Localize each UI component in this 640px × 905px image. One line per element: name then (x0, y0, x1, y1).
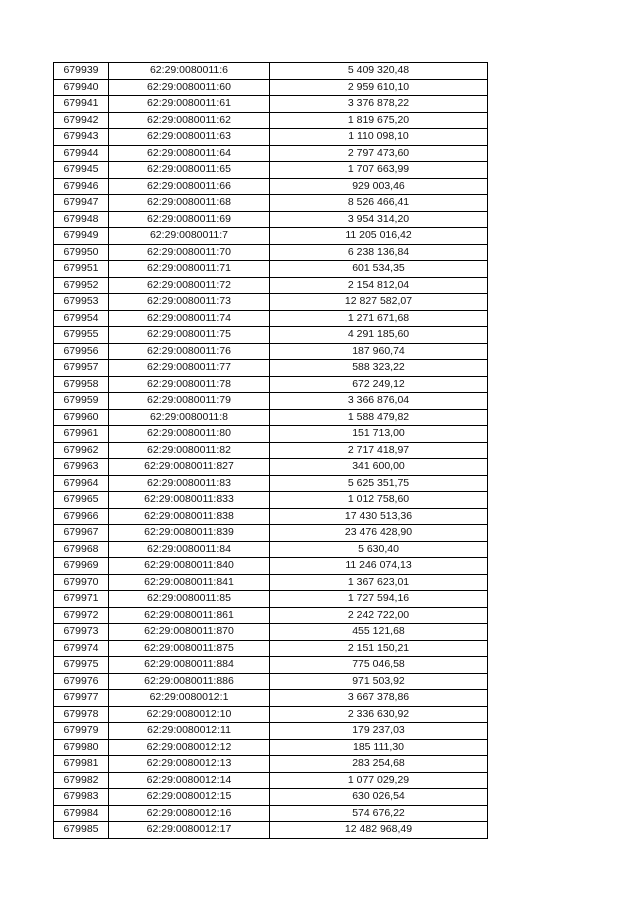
value-cell: 185 111,30 (270, 739, 488, 756)
cadastral-number-cell: 62:29:0080011:62 (109, 112, 270, 129)
value-cell: 3 366 876,04 (270, 393, 488, 410)
row-number-cell: 679946 (54, 178, 109, 195)
table-row (54, 178, 488, 195)
value-cell: 1 707 663,99 (270, 162, 488, 179)
value-cell: 601 534,35 (270, 261, 488, 278)
table-row (54, 492, 488, 509)
cadastral-number-cell: 62:29:0080012:17 (109, 822, 270, 839)
cadastral-number-cell: 62:29:0080011:827 (109, 459, 270, 476)
table-row (54, 409, 488, 426)
value-cell: 8 526 466,41 (270, 195, 488, 212)
table-row (54, 525, 488, 542)
cadastral-number-cell: 62:29:0080011:8 (109, 409, 270, 426)
value-cell: 11 246 074,13 (270, 558, 488, 575)
row-number-cell: 679945 (54, 162, 109, 179)
table-row (54, 96, 488, 113)
value-cell: 23 476 428,90 (270, 525, 488, 542)
table-row (54, 756, 488, 773)
cadastral-number-cell: 62:29:0080011:875 (109, 640, 270, 657)
cadastral-number-cell: 62:29:0080011:79 (109, 393, 270, 410)
table-body (54, 63, 488, 839)
table-row (54, 541, 488, 558)
table-row (54, 129, 488, 146)
cadastral-number-cell: 62:29:0080011:870 (109, 624, 270, 641)
value-cell: 1 588 479,82 (270, 409, 488, 426)
row-number-cell: 679978 (54, 706, 109, 723)
value-cell: 5 625 351,75 (270, 475, 488, 492)
value-cell: 6 238 136,84 (270, 244, 488, 261)
cadastral-number-cell: 62:29:0080011:66 (109, 178, 270, 195)
value-cell: 775 046,58 (270, 657, 488, 674)
value-cell: 2 242 722,00 (270, 607, 488, 624)
cadastral-number-cell: 62:29:0080012:15 (109, 789, 270, 806)
table-row (54, 310, 488, 327)
cadastral-number-cell: 62:29:0080011:71 (109, 261, 270, 278)
cadastral-number-cell: 62:29:0080011:840 (109, 558, 270, 575)
cadastral-number-cell: 62:29:0080011:841 (109, 574, 270, 591)
value-cell: 187 960,74 (270, 343, 488, 360)
cadastral-number-cell: 62:29:0080011:75 (109, 327, 270, 344)
value-cell: 672 249,12 (270, 376, 488, 393)
table-row (54, 772, 488, 789)
cadastral-number-cell: 62:29:0080011:63 (109, 129, 270, 146)
table-row (54, 261, 488, 278)
cadastral-number-cell: 62:29:0080011:82 (109, 442, 270, 459)
row-number-cell: 679953 (54, 294, 109, 311)
table-row (54, 294, 488, 311)
table-row (54, 426, 488, 443)
cadastral-number-cell: 62:29:0080011:64 (109, 145, 270, 162)
row-number-cell: 679982 (54, 772, 109, 789)
row-number-cell: 679952 (54, 277, 109, 294)
table-row (54, 244, 488, 261)
table-row (54, 822, 488, 839)
cadastral-number-cell: 62:29:0080012:10 (109, 706, 270, 723)
table-row (54, 739, 488, 756)
cadastral-number-cell: 62:29:0080011:833 (109, 492, 270, 509)
row-number-cell: 679984 (54, 805, 109, 822)
cadastral-number-cell: 62:29:0080011:78 (109, 376, 270, 393)
table-row (54, 459, 488, 476)
row-number-cell: 679955 (54, 327, 109, 344)
row-number-cell: 679954 (54, 310, 109, 327)
table-row (54, 657, 488, 674)
row-number-cell: 679964 (54, 475, 109, 492)
row-number-cell: 679961 (54, 426, 109, 443)
table-row (54, 343, 488, 360)
row-number-cell: 679956 (54, 343, 109, 360)
row-number-cell: 679967 (54, 525, 109, 542)
table-row (54, 145, 488, 162)
table-row (54, 706, 488, 723)
table-row (54, 360, 488, 377)
row-number-cell: 679985 (54, 822, 109, 839)
table-row (54, 442, 488, 459)
cadastral-number-cell: 62:29:0080012:13 (109, 756, 270, 773)
table-row (54, 63, 488, 80)
cadastral-value-table (53, 62, 488, 839)
value-cell: 455 121,68 (270, 624, 488, 641)
table-row (54, 228, 488, 245)
table-row (54, 607, 488, 624)
cadastral-number-cell: 62:29:0080011:65 (109, 162, 270, 179)
table-row (54, 723, 488, 740)
value-cell: 1 271 671,68 (270, 310, 488, 327)
cadastral-number-cell: 62:29:0080011:74 (109, 310, 270, 327)
row-number-cell: 679950 (54, 244, 109, 261)
row-number-cell: 679969 (54, 558, 109, 575)
value-cell: 1 110 098,10 (270, 129, 488, 146)
cadastral-number-cell: 62:29:0080011:838 (109, 508, 270, 525)
value-cell: 630 026,54 (270, 789, 488, 806)
table-row (54, 376, 488, 393)
cadastral-number-cell: 62:29:0080011:69 (109, 211, 270, 228)
value-cell: 2 336 630,92 (270, 706, 488, 723)
table-row (54, 162, 488, 179)
value-cell: 2 797 473,60 (270, 145, 488, 162)
row-number-cell: 679974 (54, 640, 109, 657)
table-row (54, 591, 488, 608)
row-number-cell: 679941 (54, 96, 109, 113)
cadastral-number-cell: 62:29:0080011:70 (109, 244, 270, 261)
table-row (54, 327, 488, 344)
cadastral-number-cell: 62:29:0080011:68 (109, 195, 270, 212)
table-row (54, 640, 488, 657)
table-row (54, 624, 488, 641)
value-cell: 5 630,40 (270, 541, 488, 558)
table-row (54, 79, 488, 96)
row-number-cell: 679975 (54, 657, 109, 674)
table-row (54, 805, 488, 822)
value-cell: 2 151 150,21 (270, 640, 488, 657)
value-cell: 1 012 758,60 (270, 492, 488, 509)
table-row (54, 112, 488, 129)
table-row (54, 508, 488, 525)
value-cell: 2 717 418,97 (270, 442, 488, 459)
value-cell: 3 954 314,20 (270, 211, 488, 228)
cadastral-number-cell: 62:29:0080011:7 (109, 228, 270, 245)
cadastral-number-cell: 62:29:0080012:16 (109, 805, 270, 822)
cadastral-number-cell: 62:29:0080011:886 (109, 673, 270, 690)
cadastral-number-cell: 62:29:0080011:73 (109, 294, 270, 311)
row-number-cell: 679981 (54, 756, 109, 773)
row-number-cell: 679983 (54, 789, 109, 806)
row-number-cell: 679960 (54, 409, 109, 426)
table-row (54, 558, 488, 575)
table-row (54, 673, 488, 690)
row-number-cell: 679968 (54, 541, 109, 558)
cadastral-number-cell: 62:29:0080011:84 (109, 541, 270, 558)
cadastral-number-cell: 62:29:0080012:1 (109, 690, 270, 707)
cadastral-number-cell: 62:29:0080012:11 (109, 723, 270, 740)
value-cell: 12 482 968,49 (270, 822, 488, 839)
row-number-cell: 679976 (54, 673, 109, 690)
cadastral-number-cell: 62:29:0080011:83 (109, 475, 270, 492)
cadastral-number-cell: 62:29:0080012:14 (109, 772, 270, 789)
value-cell: 341 600,00 (270, 459, 488, 476)
cadastral-number-cell: 62:29:0080011:85 (109, 591, 270, 608)
row-number-cell: 679948 (54, 211, 109, 228)
cadastral-number-cell: 62:29:0080011:77 (109, 360, 270, 377)
table-row (54, 574, 488, 591)
cadastral-number-cell: 62:29:0080011:60 (109, 79, 270, 96)
value-cell: 1 077 029,29 (270, 772, 488, 789)
row-number-cell: 679942 (54, 112, 109, 129)
cadastral-number-cell: 62:29:0080011:839 (109, 525, 270, 542)
value-cell: 2 959 610,10 (270, 79, 488, 96)
row-number-cell: 679970 (54, 574, 109, 591)
row-number-cell: 679962 (54, 442, 109, 459)
row-number-cell: 679951 (54, 261, 109, 278)
row-number-cell: 679943 (54, 129, 109, 146)
value-cell: 971 503,92 (270, 673, 488, 690)
cadastral-number-cell: 62:29:0080011:76 (109, 343, 270, 360)
table-row (54, 393, 488, 410)
row-number-cell: 679947 (54, 195, 109, 212)
value-cell: 3 376 878,22 (270, 96, 488, 113)
cadastral-number-cell: 62:29:0080011:61 (109, 96, 270, 113)
row-number-cell: 679980 (54, 739, 109, 756)
value-cell: 11 205 016,42 (270, 228, 488, 245)
row-number-cell: 679949 (54, 228, 109, 245)
value-cell: 929 003,46 (270, 178, 488, 195)
table-row (54, 211, 488, 228)
table-row (54, 195, 488, 212)
value-cell: 4 291 185,60 (270, 327, 488, 344)
row-number-cell: 679940 (54, 79, 109, 96)
cadastral-number-cell: 62:29:0080011:884 (109, 657, 270, 674)
row-number-cell: 679959 (54, 393, 109, 410)
value-cell: 5 409 320,48 (270, 63, 488, 80)
table-row (54, 475, 488, 492)
row-number-cell: 679973 (54, 624, 109, 641)
value-cell: 2 154 812,04 (270, 277, 488, 294)
table-row (54, 277, 488, 294)
row-number-cell: 679939 (54, 63, 109, 80)
value-cell: 283 254,68 (270, 756, 488, 773)
row-number-cell: 679963 (54, 459, 109, 476)
value-cell: 1 367 623,01 (270, 574, 488, 591)
row-number-cell: 679958 (54, 376, 109, 393)
value-cell: 179 237,03 (270, 723, 488, 740)
cadastral-number-cell: 62:29:0080012:12 (109, 739, 270, 756)
row-number-cell: 679977 (54, 690, 109, 707)
value-cell: 1 727 594,16 (270, 591, 488, 608)
cadastral-number-cell: 62:29:0080011:861 (109, 607, 270, 624)
row-number-cell: 679944 (54, 145, 109, 162)
row-number-cell: 679966 (54, 508, 109, 525)
value-cell: 1 819 675,20 (270, 112, 488, 129)
value-cell: 574 676,22 (270, 805, 488, 822)
cadastral-number-cell: 62:29:0080011:6 (109, 63, 270, 80)
value-cell: 3 667 378,86 (270, 690, 488, 707)
table-row (54, 690, 488, 707)
row-number-cell: 679971 (54, 591, 109, 608)
row-number-cell: 679972 (54, 607, 109, 624)
row-number-cell: 679957 (54, 360, 109, 377)
row-number-cell: 679979 (54, 723, 109, 740)
value-cell: 17 430 513,36 (270, 508, 488, 525)
value-cell: 588 323,22 (270, 360, 488, 377)
value-cell: 12 827 582,07 (270, 294, 488, 311)
table-row (54, 789, 488, 806)
value-cell: 151 713,00 (270, 426, 488, 443)
cadastral-number-cell: 62:29:0080011:72 (109, 277, 270, 294)
row-number-cell: 679965 (54, 492, 109, 509)
cadastral-number-cell: 62:29:0080011:80 (109, 426, 270, 443)
